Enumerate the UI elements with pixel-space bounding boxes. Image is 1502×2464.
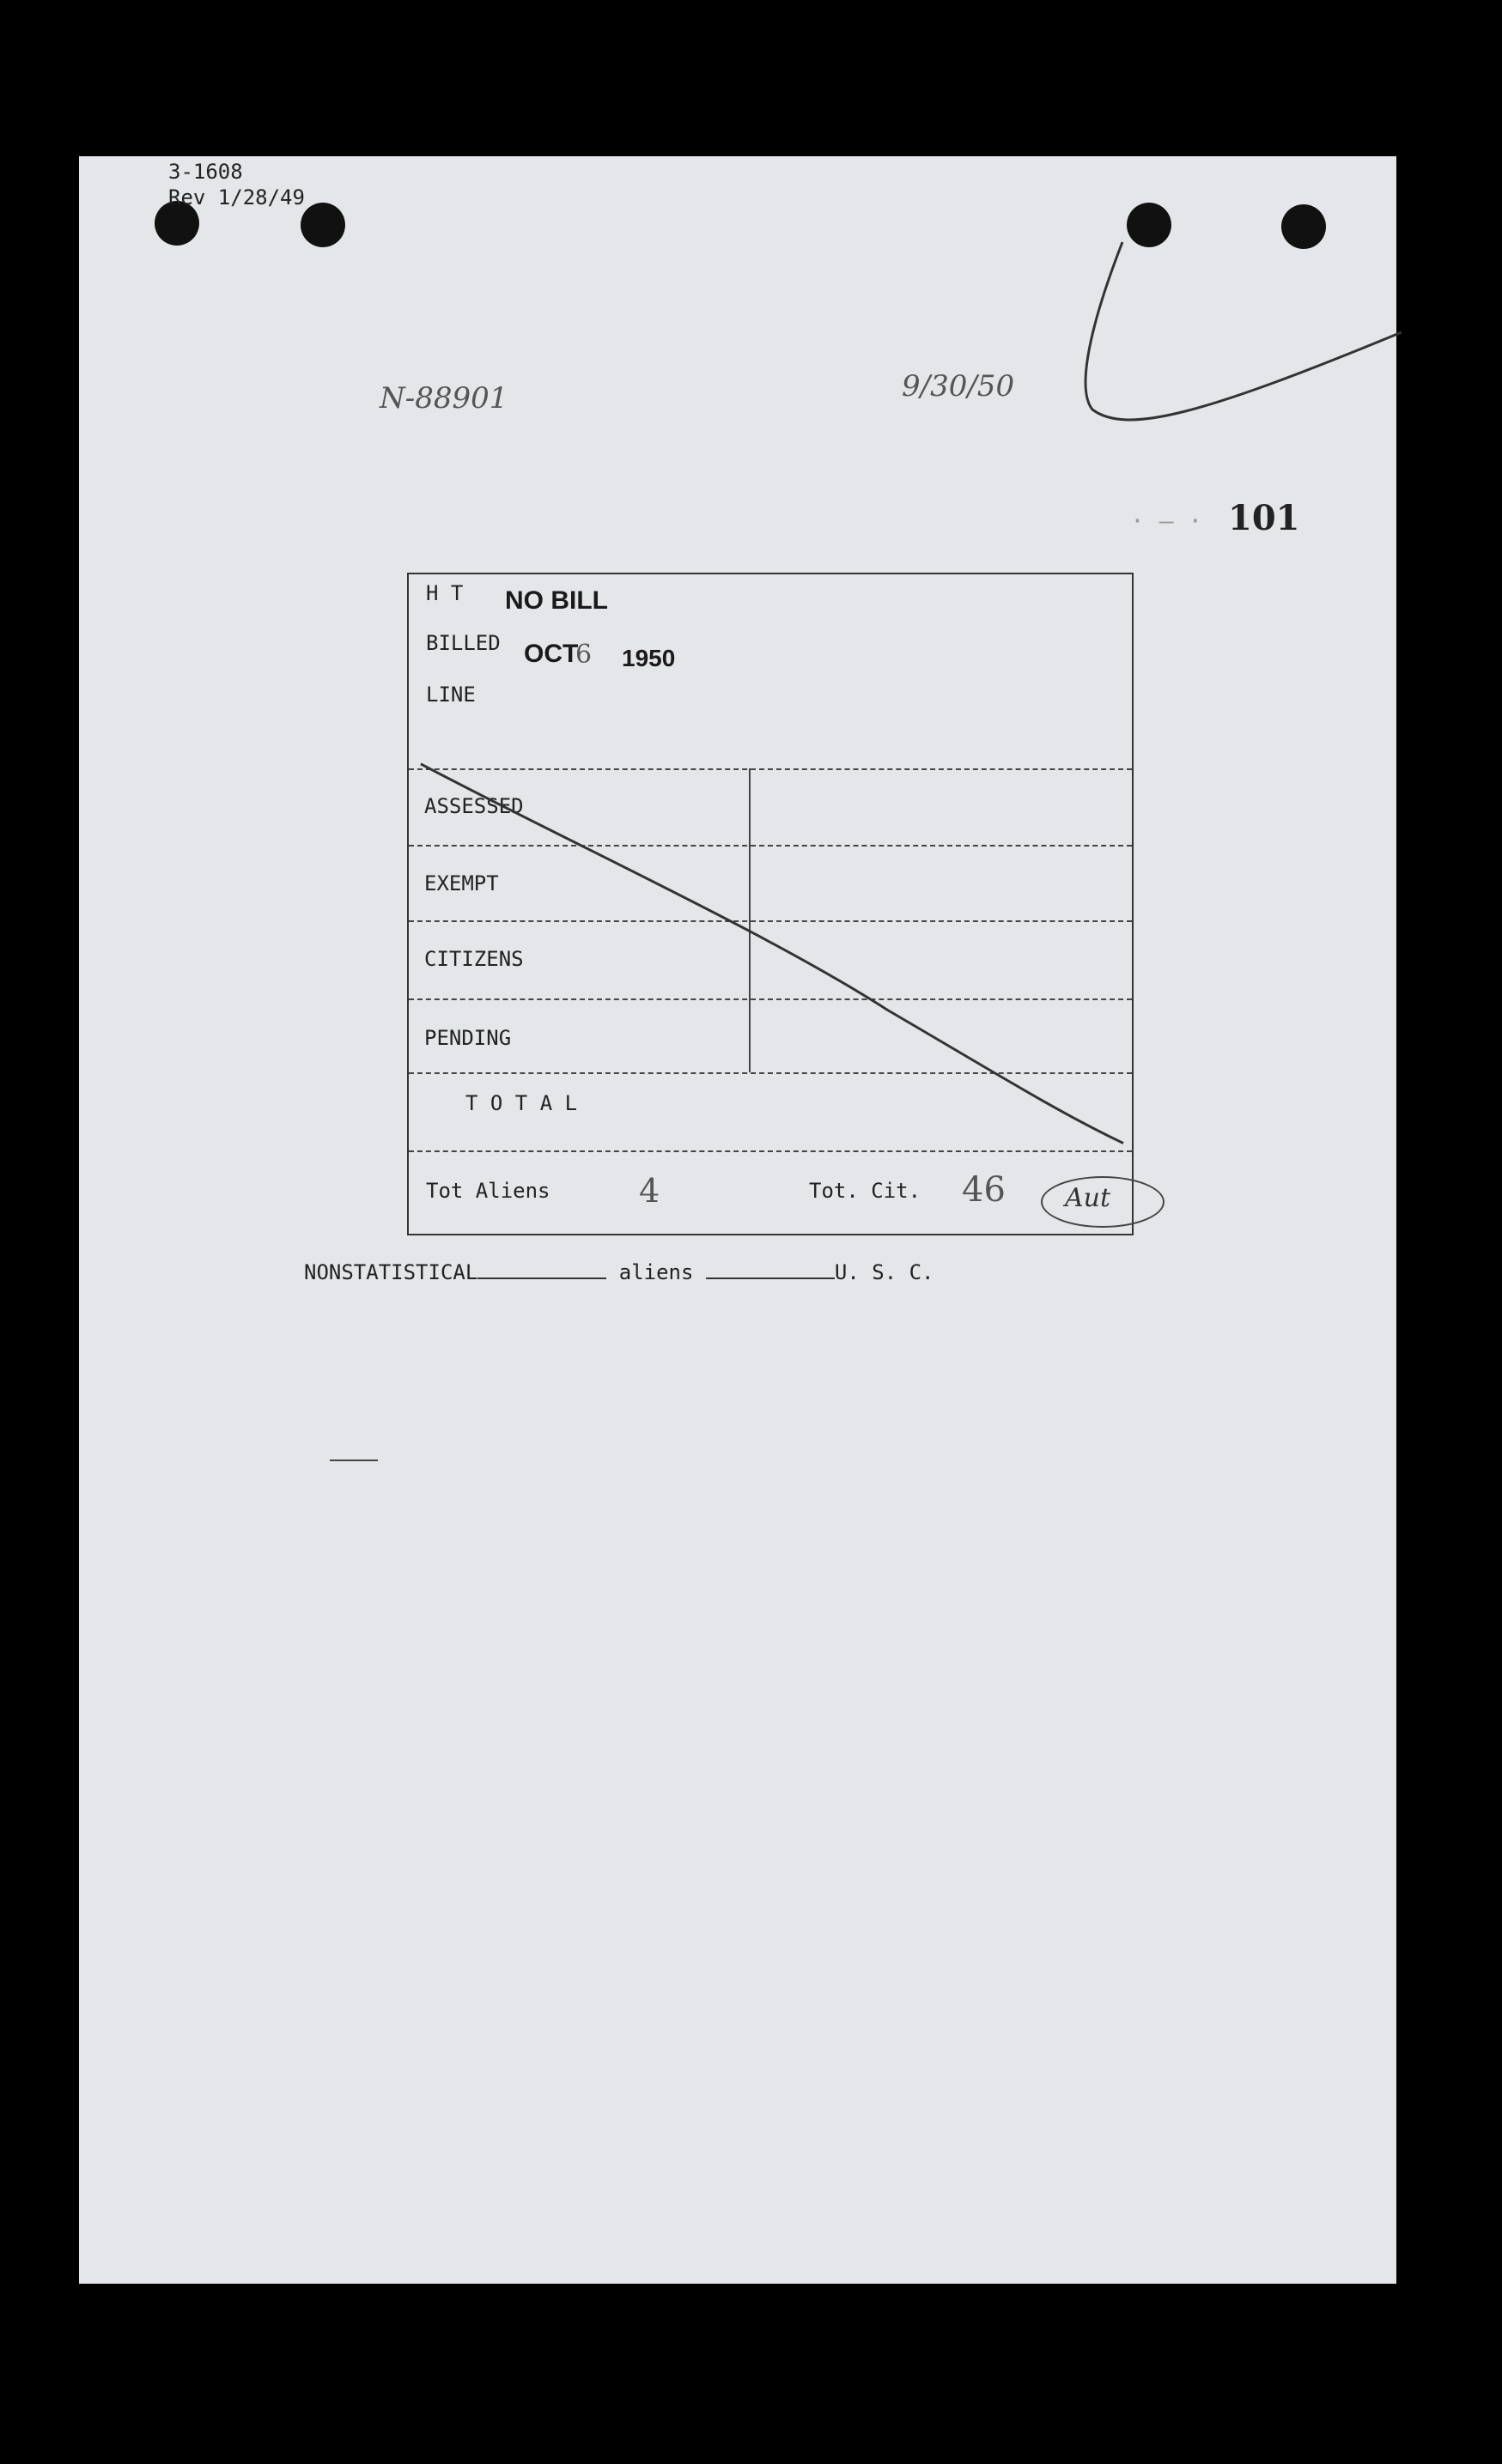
nonstatistical-label: NONSTATISTICAL <box>304 1260 478 1284</box>
document-page <box>79 156 1396 2284</box>
file-number-handwritten: N-88901 <box>380 381 508 416</box>
row-pending-label: PENDING <box>424 1026 512 1050</box>
grid-line <box>409 1072 1132 1074</box>
stray-mark <box>330 1460 378 1461</box>
faint-dash-marks: · — · <box>1130 507 1203 535</box>
row-assessed-label: ASSESSED <box>424 794 524 818</box>
usc-blank <box>706 1262 835 1279</box>
line-label: LINE <box>426 683 476 707</box>
grid-line <box>409 998 1132 1000</box>
billed-date-year: 1950 <box>622 645 676 671</box>
initials-circle <box>1041 1176 1165 1228</box>
column-divider <box>749 768 751 1072</box>
page-number: 101 <box>1228 498 1300 538</box>
date-handwritten: 9/30/50 <box>902 369 1015 404</box>
billed-date-month: OCT <box>524 640 579 668</box>
strike-through-line <box>409 574 1132 1234</box>
grid-line <box>409 1150 1132 1152</box>
tally-form <box>407 573 1134 1235</box>
tot-aliens-value: 4 <box>639 1172 660 1210</box>
punch-hole-2 <box>301 203 345 247</box>
grid-line <box>409 768 1132 770</box>
aliens-label: aliens <box>618 1260 694 1284</box>
usc-label: U. S. C. <box>834 1260 934 1284</box>
row-exempt-label: EXEMPT <box>424 871 499 895</box>
no-bill-stamp: NO BILL <box>505 586 608 615</box>
nonstatistical-line <box>304 1260 934 1284</box>
tot-aliens-label: Tot Aliens <box>426 1179 550 1203</box>
form-number: 3-1608 <box>168 160 243 184</box>
ht-label: H T <box>426 581 464 605</box>
nonstatistical-blank <box>477 1262 606 1279</box>
billed-label: BILLED <box>426 631 501 655</box>
tot-cit-label: Tot. Cit. <box>809 1179 921 1203</box>
grid-line <box>409 920 1132 922</box>
pen-stroke-curve <box>1075 242 1402 448</box>
form-revision: Rev 1/28/49 <box>168 185 305 209</box>
row-citizens-label: CITIZENS <box>424 947 524 971</box>
initials-text: Aut <box>1065 1183 1111 1213</box>
billed-date-day: 6 <box>575 640 593 670</box>
tot-cit-value: 46 <box>962 1170 1006 1210</box>
grid-line <box>409 845 1132 847</box>
punch-hole-3 <box>1127 203 1171 247</box>
total-label: T O T A L <box>465 1091 578 1115</box>
